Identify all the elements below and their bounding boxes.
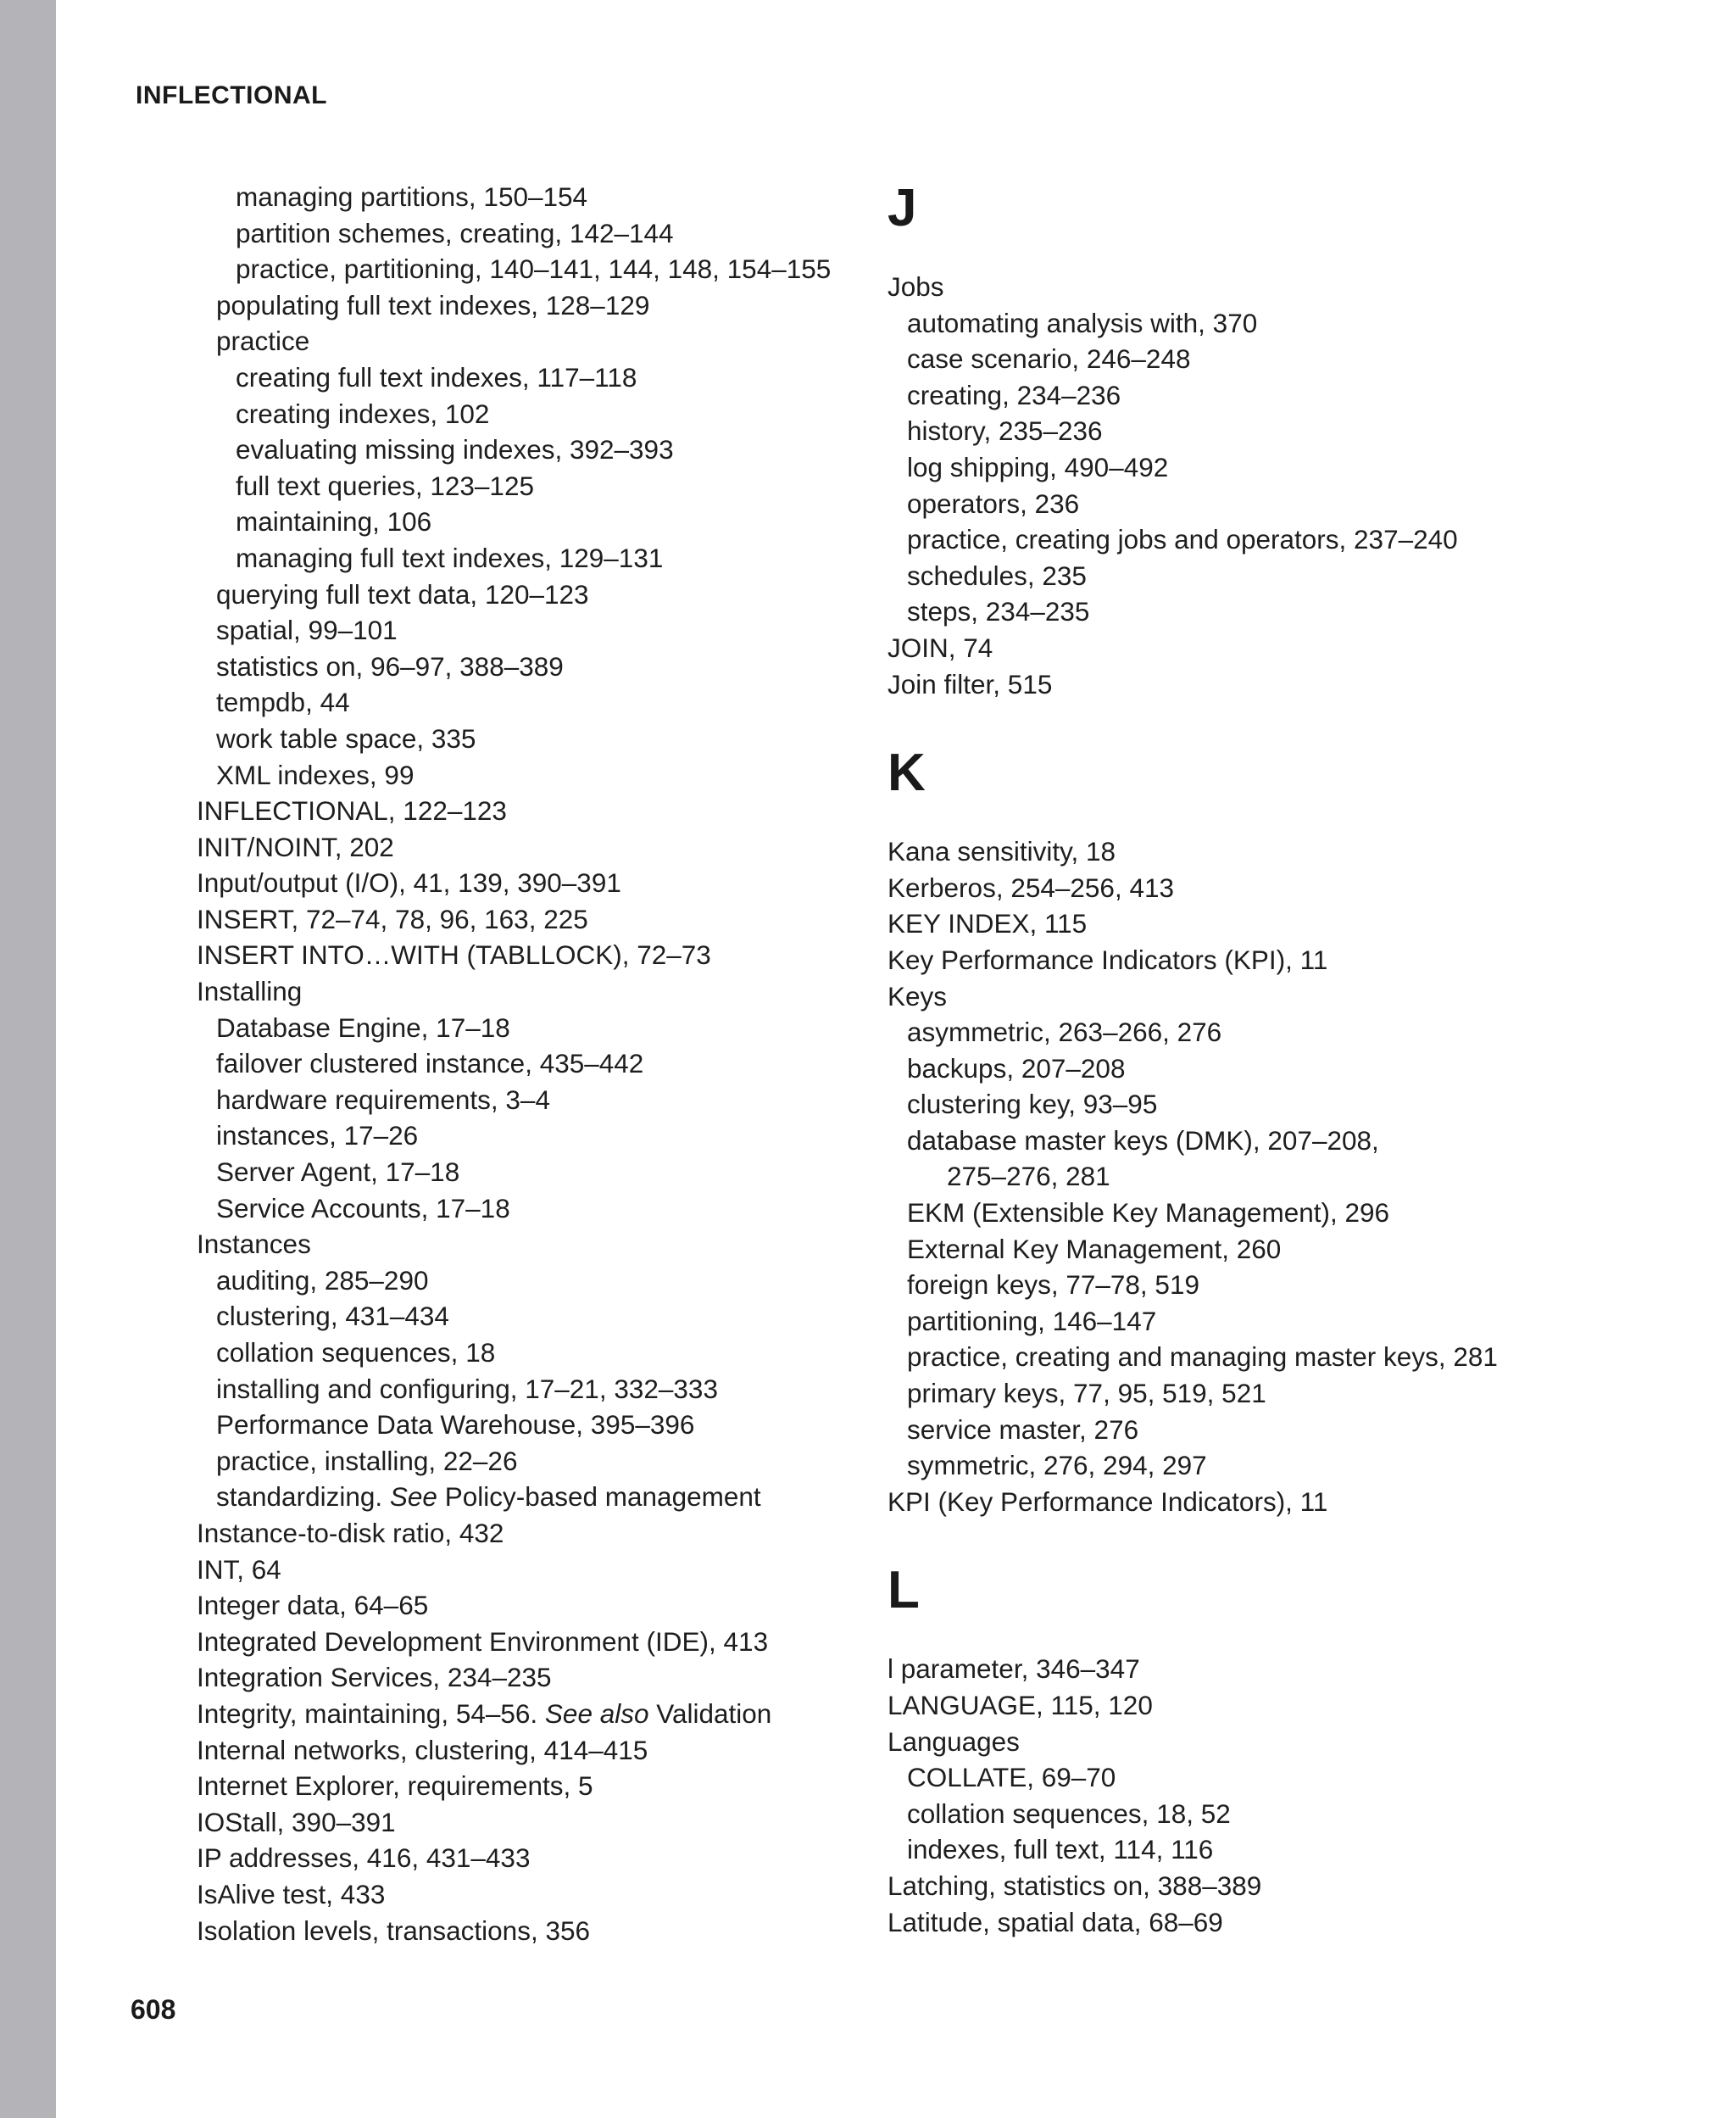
index-subentry: partition schemes, creating, 142–144: [236, 217, 674, 248]
index-subentry: steps, 234–235: [907, 596, 1090, 627]
cross-reference-target: Policy-based management: [437, 1481, 761, 1513]
index-entry: Kerberos, 254–256, 413: [887, 872, 1175, 903]
index-subentry: practice, creating and managing master keys, 281: [907, 1341, 1498, 1373]
index-subentry: creating, 234–236: [907, 379, 1121, 410]
page-number: 608: [131, 1994, 176, 2025]
index-subentry: auditing, 285–290: [216, 1264, 429, 1296]
index-subentry: statistics on, 96–97, 388–389: [216, 650, 564, 682]
index-subentry: Service Accounts, 17–18: [216, 1192, 510, 1223]
heading-gap: [887, 803, 1650, 833]
section-gap: [887, 702, 1650, 744]
index-subentry: case scenario, 246–248: [907, 343, 1191, 375]
index-subentry: automating analysis with, 370: [907, 307, 1258, 338]
index-entry: Instance-to-disk ratio, 432: [197, 1517, 504, 1548]
entry-text: Integrity, maintaining, 54–56.: [197, 1697, 545, 1729]
index-entry: l parameter, 346–347: [887, 1653, 1140, 1685]
index-subentry: practice, creating jobs and operators, 237–240: [907, 524, 1458, 555]
index-subentry: partitioning, 146–147: [907, 1305, 1157, 1336]
index-column-right: [887, 179, 1650, 1940]
index-entry: Integrated Development Environment (IDE), 413: [197, 1625, 769, 1657]
index-subentry: failover clustered instance, 435–442: [216, 1048, 644, 1079]
index-entry: Join filter, 515: [887, 668, 1053, 699]
index-entry: Instances: [197, 1229, 311, 1260]
index-subentry: clustering key, 93–95: [907, 1089, 1158, 1120]
index-subentry: managing full text indexes, 129–131: [236, 542, 664, 573]
index-subentry: clustering, 431–434: [216, 1301, 449, 1332]
index-subentry: backups, 207–208: [907, 1052, 1126, 1084]
index-entry: INT, 64: [197, 1553, 281, 1585]
index-subentry: Database Engine, 17–18: [216, 1012, 510, 1043]
index-subentry: [197, 1479, 875, 1515]
heading-gap: [887, 1620, 1650, 1651]
index-subentry: database master keys (DMK), 207–208,: [907, 1124, 1379, 1156]
index-subentry: work table space, 335: [216, 722, 476, 754]
index-subentry: primary keys, 77, 95, 519, 521: [907, 1378, 1266, 1409]
index-subentry: asymmetric, 263–266, 276: [907, 1017, 1222, 1048]
index-entry: LANGUAGE, 115, 120: [887, 1690, 1153, 1720]
index-entry: INFLECTIONAL, 122–123: [197, 795, 507, 827]
cross-reference-label: See also: [544, 1697, 649, 1729]
index-entry: KEY INDEX, 115: [887, 908, 1088, 939]
index-entry: IP addresses, 416, 431–433: [197, 1842, 531, 1874]
index-subentry: foreign keys, 77–78, 519: [907, 1269, 1199, 1301]
index-subentry: symmetric, 276, 294, 297: [907, 1450, 1207, 1481]
index-entry: INSERT INTO…WITH (TABLLOCK), 72–73: [197, 939, 711, 971]
index-entry: Integer data, 64–65: [197, 1590, 429, 1621]
section-letter-heading: J: [887, 179, 917, 237]
index-subentry: XML indexes, 99: [216, 759, 415, 790]
index-subentry: schedules, 235: [907, 560, 1087, 591]
index-entry: Integration Services, 234–235: [197, 1662, 552, 1693]
index-entry: Keys: [887, 980, 948, 1012]
index-entry: [197, 1696, 875, 1732]
index-subentry: tempdb, 44: [216, 687, 350, 718]
index-subentry: creating indexes, 102: [236, 398, 490, 429]
index-entry: KPI (Key Performance Indicators), 11: [887, 1485, 1328, 1517]
index-subentry: External Key Management, 260: [907, 1233, 1282, 1264]
index-entry: Isolation levels, transactions, 356: [197, 1915, 591, 1946]
index-subentry: practice, partitioning, 140–141, 144, 148, 154–155: [236, 254, 832, 285]
index-entry: IOStall, 390–391: [197, 1806, 396, 1837]
index-column-left: [197, 179, 875, 1948]
index-subentry: indexes, full text, 114, 116: [907, 1834, 1214, 1865]
index-subentry: service master, 276: [907, 1413, 1139, 1445]
index-subentry: full text queries, 123–125: [236, 470, 534, 501]
entry-text: standardizing.: [216, 1481, 390, 1513]
index-subentry: maintaining, 106: [236, 506, 432, 538]
index-entry: INSERT, 72–74, 78, 96, 163, 225: [197, 903, 588, 934]
index-entry: Key Performance Indicators (KPI), 11: [887, 944, 1328, 975]
index-subentry: collation sequences, 18, 52: [907, 1798, 1231, 1829]
index-subentry: managing partitions, 150–154: [236, 181, 588, 212]
index-subentry: hardware requirements, 3–4: [216, 1084, 550, 1115]
index-entry: Languages: [887, 1725, 1020, 1757]
cross-reference-label: See: [389, 1481, 437, 1513]
index-entry: Internet Explorer, requirements, 5: [197, 1770, 593, 1802]
index-subentry: installing and configuring, 17–21, 332–333: [216, 1373, 718, 1404]
index-subentry: log shipping, 490–492: [907, 451, 1169, 482]
index-subentry: practice: [216, 326, 310, 357]
cross-reference-target: Validation: [648, 1697, 772, 1729]
section-gap: [887, 1519, 1650, 1561]
index-entry: Kana sensitivity, 18: [887, 836, 1116, 867]
page-edge-bar: [0, 0, 56, 2118]
heading-gap: [887, 238, 1650, 269]
index-subentry: evaluating missing indexes, 392–393: [236, 434, 674, 465]
index-entry: Input/output (I/O), 41, 139, 390–391: [197, 867, 621, 899]
index-subentry: creating full text indexes, 117–118: [236, 361, 637, 393]
index-subentry: Server Agent, 17–18: [216, 1157, 460, 1188]
index-subentry: operators, 236: [907, 488, 1080, 519]
index-subentry: COLLATE, 69–70: [907, 1762, 1116, 1793]
index-subentry: practice, installing, 22–26: [216, 1445, 518, 1476]
index-subentry: populating full text indexes, 128–129: [216, 289, 650, 320]
index-subentry: instances, 17–26: [216, 1120, 419, 1151]
index-entry: IsAlive test, 433: [197, 1878, 386, 1909]
index-subentry: Performance Data Warehouse, 395–396: [216, 1409, 695, 1441]
index-entry: INIT/NOINT, 202: [197, 831, 394, 862]
index-subentry: history, 235–236: [907, 415, 1103, 447]
index-entry-continuation: 275–276, 281: [947, 1161, 1110, 1192]
section-letter-heading: L: [887, 1561, 920, 1620]
index-subentry: EKM (Extensible Key Management), 296: [907, 1197, 1390, 1229]
running-head: INFLECTIONAL: [136, 81, 327, 109]
index-entry: Latching, statistics on, 388–389: [887, 1870, 1262, 1901]
index-entry: JOIN, 74: [887, 632, 993, 663]
index-subentry: querying full text data, 120–123: [216, 578, 589, 610]
index-subentry: spatial, 99–101: [216, 615, 398, 646]
index-entry: Internal networks, clustering, 414–415: [197, 1734, 648, 1765]
index-entry: Latitude, spatial data, 68–69: [887, 1906, 1223, 1937]
index-subentry: collation sequences, 18: [216, 1337, 496, 1368]
section-letter-heading: K: [887, 744, 926, 803]
index-entry: Installing: [197, 976, 303, 1007]
index-entry: Jobs: [887, 271, 944, 302]
